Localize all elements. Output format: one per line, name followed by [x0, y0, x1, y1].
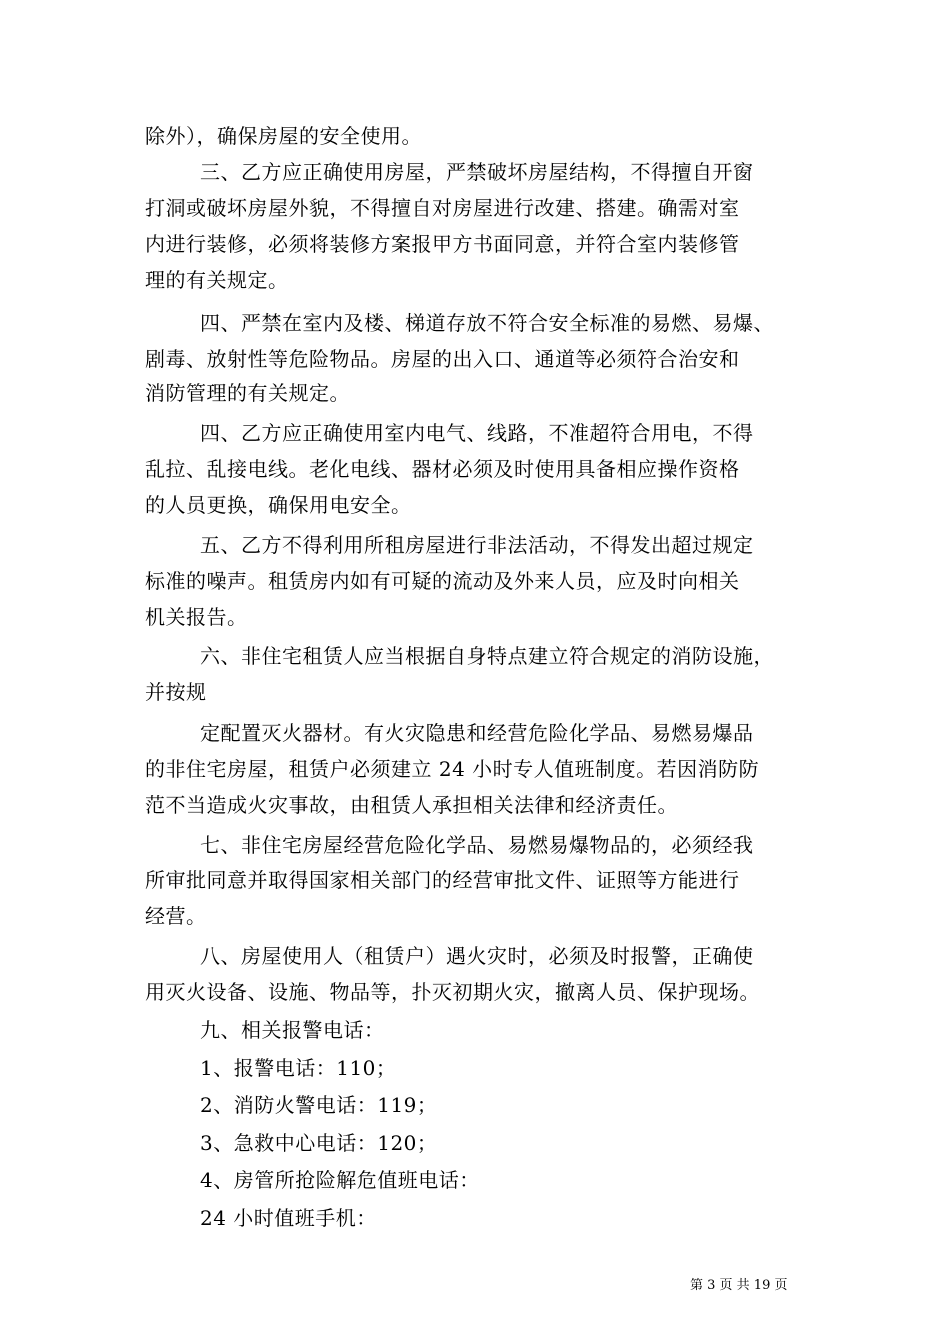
- text-line: 四、严禁在室内及楼、梯道存放不符合安全标准的易燃、易爆、: [200, 311, 774, 335]
- text-line: 乱拉、乱接电线。老化电线、器材必须及时使用具备相应操作资格: [145, 457, 740, 481]
- text-line: 除外），确保房屋的安全使用。: [145, 124, 422, 148]
- text-line: 七、非住宅房屋经营危险化学品、易燃易爆物品的，必须经我: [200, 833, 754, 857]
- text-line: 的人员更换，确保用电安全。: [145, 493, 412, 517]
- text-line: 并按规: [145, 680, 207, 704]
- text-line: 六、非住宅租赁人应当根据自身特点建立符合规定的消防设施，: [200, 644, 774, 668]
- text-line: 理的有关规定。: [145, 268, 289, 292]
- text-line: 标准的噪声。租赁房内如有可疑的流动及外来人员，应及时向相关: [145, 569, 740, 593]
- text-line: 定配置灭火器材。有火灾隐患和经营危险化学品、易燃易爆品: [200, 721, 754, 745]
- text-line: 消防管理的有关规定。: [145, 381, 350, 405]
- text-line: 四、乙方应正确使用室内电气、线路，不准超符合用电，不得: [200, 421, 754, 445]
- page-number: 第 3 页 共 19 页: [690, 1278, 788, 1293]
- text-line: 内进行装修，必须将装修方案报甲方书面同意，并符合室内装修管: [145, 232, 740, 256]
- text-line: 所审批同意并取得国家相关部门的经营审批文件、证照等方能进行: [145, 868, 740, 892]
- text-line: 剧毒、放射性等危险物品。房屋的出入口、通道等必须符合治安和: [145, 347, 740, 371]
- text-line: 2、消防火警电话：119；: [200, 1093, 438, 1117]
- text-line: 机关报告。: [145, 605, 248, 629]
- text-line: 三、乙方应正确使用房屋，严禁破坏房屋结构，不得擅自开窗: [200, 160, 754, 184]
- text-line: 五、乙方不得利用所租房屋进行非法活动，不得发出超过规定: [200, 533, 754, 557]
- text-line: 3、急救中心电话：120；: [200, 1131, 438, 1155]
- text-line: 打洞或破坏房屋外貌，不得擅自对房屋进行改建、搭建。确需对室: [145, 196, 740, 220]
- text-line: 1、报警电话：110；: [200, 1056, 397, 1080]
- text-line: 的非住宅房屋，租赁户必须建立 24 小时专人值班制度。若因消防防: [145, 757, 760, 781]
- text-line: 九、相关报警电话：: [200, 1018, 385, 1042]
- text-line: 24 小时值班手机：: [200, 1206, 377, 1230]
- text-line: 4、房管所抢险解危值班电话：: [200, 1168, 480, 1192]
- text-line: 经营。: [145, 904, 207, 928]
- text-line: 范不当造成火灾事故，由租赁人承担相关法律和经济责任。: [145, 793, 678, 817]
- text-line: 八、房屋使用人（租赁户）遇火灾时，必须及时报警，正确使: [200, 944, 754, 968]
- text-line: 用灭火设备、设施、物品等，扑灭初期火灾，撤离人员、保护现场。: [145, 980, 760, 1004]
